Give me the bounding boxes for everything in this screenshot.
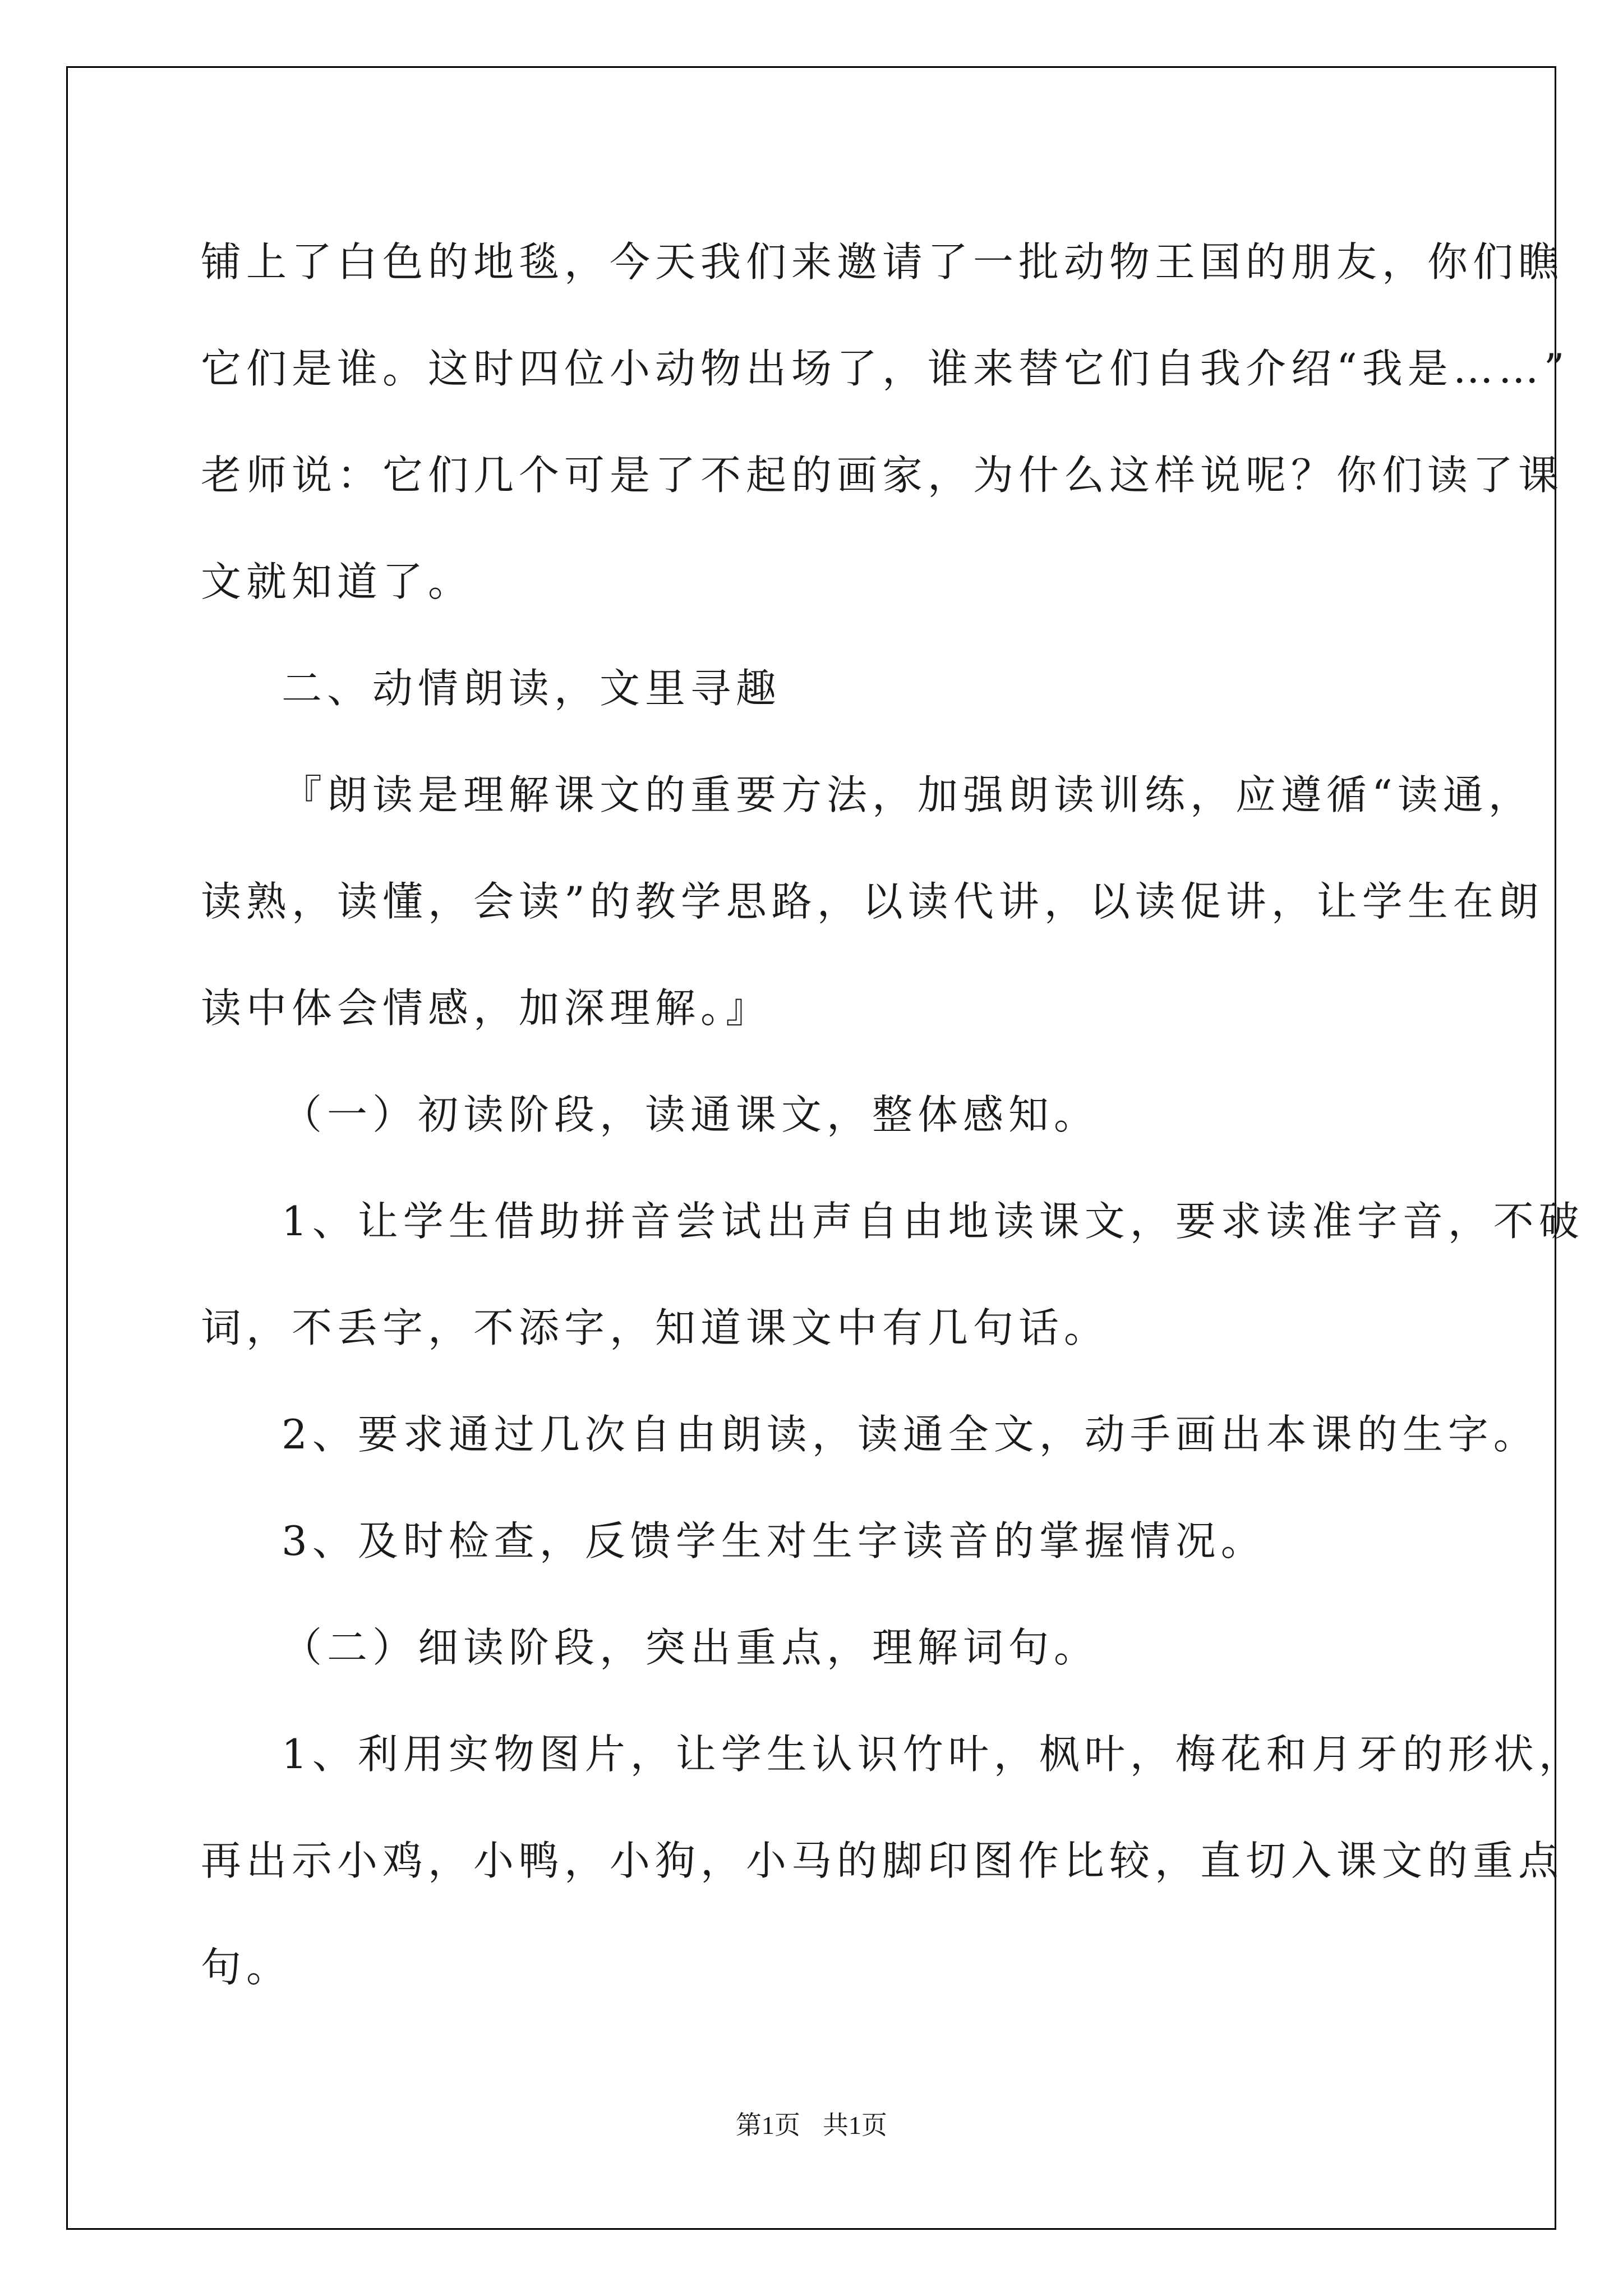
text-line: 1、让学生借助拼音尝试出声自由地读课文，要求读准字音，不破 (282, 1198, 1584, 1245)
text-line: 它们是谁。这时四位小动物出场了，谁来替它们自我介绍“我是……” (201, 345, 1570, 392)
section-heading-2 (201, 635, 1435, 742)
text-line: 再出示小鸡，小鸭，小狗，小马的脚印图作比较，直切入课文的重点 (201, 1837, 1564, 1884)
subsection-heading-2 (201, 1594, 1435, 1701)
page-number: 第1页 (736, 2111, 800, 2139)
page-footer (0, 2105, 1623, 2142)
text-line: 老师说：它们几个可是了不起的画家，为什么这样说呢？你们读了课 (201, 452, 1564, 499)
subsection-heading-1 (201, 1061, 1435, 1168)
text-line: 文就知道了。 (201, 558, 474, 605)
list-item-3 (201, 1488, 1435, 1594)
list-item-2 (201, 1381, 1539, 1488)
paragraph-note (201, 742, 1544, 1061)
list-item-1 (201, 1168, 1584, 1381)
text-line: 3、及时检查，反馈学生对生字读音的掌握情况。 (282, 1517, 1266, 1565)
list-item-1b (201, 1701, 1584, 2021)
text-line: 2、要求通过几次自由朗读，读通全文，动手画出本课的生字。 (282, 1411, 1539, 1458)
text-line: 词，不丢字，不添字，知道课文中有几句话。 (201, 1304, 1110, 1351)
text-line: 句。 (201, 1944, 292, 1991)
heading-line: 二、动情朗读，文里寻趣 (282, 665, 782, 712)
document-body (201, 209, 1584, 2021)
heading-line: （一）初读阶段，读通课文，整体感知。 (282, 1091, 1100, 1138)
page-total: 共1页 (823, 2111, 887, 2139)
text-line: 读熟，读懂，会读”的教学思路，以读代讲，以读促讲，让学生在朗 (201, 878, 1544, 925)
paragraph-intro (201, 209, 1570, 635)
text-line: 1、利用实物图片，让学生认识竹叶，枫叶，梅花和月牙的形状， (282, 1731, 1584, 1778)
text-line: 『朗读是理解课文的重要方法，加强朗读训练，应遵循“读通， (282, 771, 1534, 818)
text-line: 读中体会情感，加深理解。』 (201, 984, 772, 1032)
text-line: 铺上了白色的地毯，今天我们来邀请了一批动物王国的朋友，你们瞧 (201, 238, 1564, 286)
heading-line: （二）细读阶段，突出重点，理解词句。 (282, 1624, 1100, 1671)
